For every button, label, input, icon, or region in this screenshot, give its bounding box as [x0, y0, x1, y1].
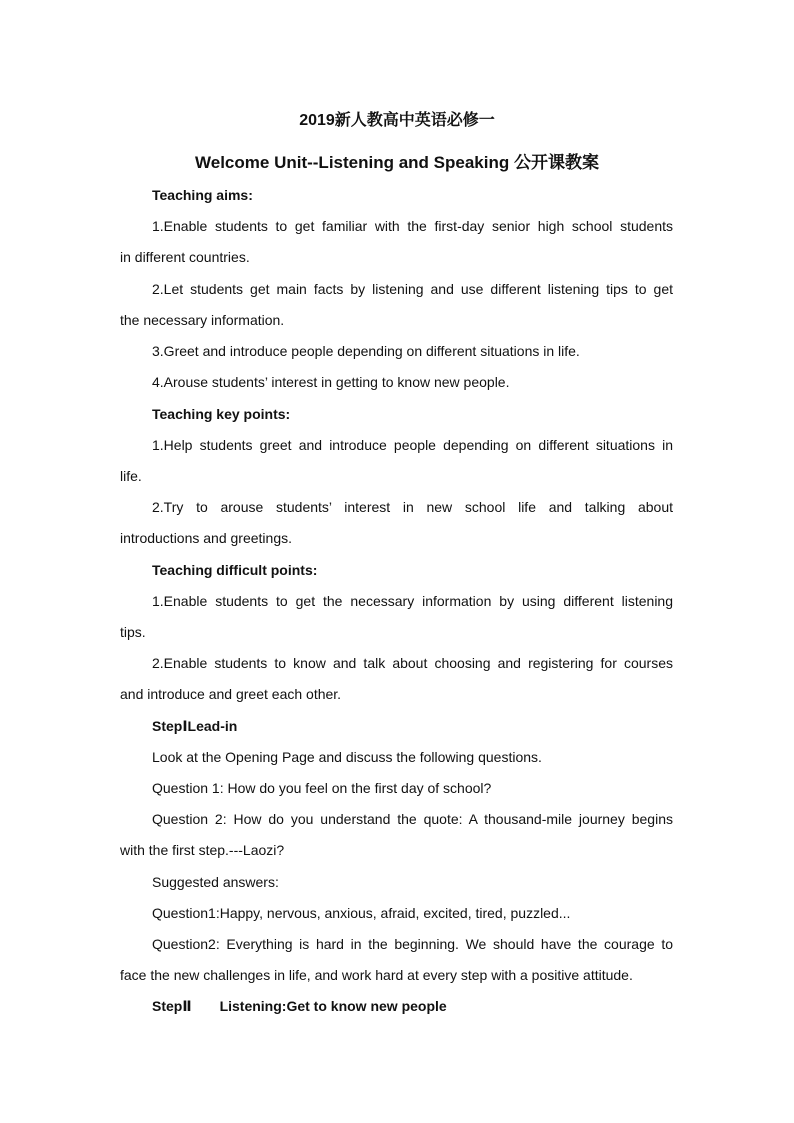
difficult-points-item-2-line-2: and introduce and greet each other.	[120, 686, 342, 702]
step-2-heading	[152, 997, 447, 1015]
document-subtitle: Welcome Unit--Listening and Speaking 公开课教案	[195, 153, 599, 172]
step-2-label: StepⅡ	[152, 998, 192, 1014]
document-title: 2019新人教高中英语必修一	[299, 112, 495, 129]
key-points-heading: Teaching key points:	[152, 406, 291, 422]
step-1-heading: StepⅠLead-in	[152, 718, 238, 734]
answer-2-line-1: Question2: Everything is hard in the beginning. We should have the courage to	[152, 936, 673, 952]
key-points-item-1-line-2: life.	[120, 468, 142, 484]
difficult-points-item-2-line-1: 2.Enable students to know and talk about choosing and registering for courses	[152, 655, 673, 671]
step-1-question-2-line-1: Question 2: How do you understand the quote: A thousand-mile journey begins	[152, 811, 673, 827]
difficult-points-item-1-line-2: tips.	[120, 624, 146, 640]
difficult-points-heading: Teaching difficult points:	[152, 562, 318, 578]
aims-item-1-line-1: 1.Enable students to get familiar with the first-day senior high school students	[152, 218, 673, 234]
aims-item-2-line-2: the necessary information.	[120, 312, 285, 328]
step-1-question-2-line-2: with the first step.---Laozi?	[120, 842, 285, 858]
key-points-item-2-line-1: 2.Try to arouse students’ interest in new school life and talking about	[152, 499, 673, 515]
suggested-answers-label: Suggested answers:	[152, 874, 279, 890]
step-2-title: Listening:Get to know new people	[219, 998, 447, 1014]
step-1-question-1: Question 1: How do you feel on the first day of school?	[152, 780, 492, 796]
aims-item-3: 3.Greet and introduce people depending on different situations in life.	[152, 343, 580, 359]
aims-item-1-line-2: in different countries.	[120, 249, 250, 265]
key-points-item-2-line-2: introductions and greetings.	[120, 530, 292, 546]
teaching-aims-heading: Teaching aims:	[152, 187, 253, 203]
answer-1: Question1:Happy, nervous, anxious, afraid, excited, tired, puzzled...	[152, 905, 571, 921]
aims-item-2-line-1: 2.Let students get main facts by listening and use different listening tips to get	[152, 281, 673, 297]
key-points-item-1-line-1: 1.Help students greet and introduce people depending on different situations in	[152, 437, 673, 453]
difficult-points-item-1-line-1: 1.Enable students to get the necessary information by using different listening	[152, 593, 673, 609]
step-1-intro: Look at the Opening Page and discuss the following questions.	[152, 749, 542, 765]
aims-item-4: 4.Arouse students’ interest in getting to know new people.	[152, 374, 510, 390]
answer-2-line-2: face the new challenges in life, and work hard at every step with a positive attitude.	[120, 967, 633, 983]
